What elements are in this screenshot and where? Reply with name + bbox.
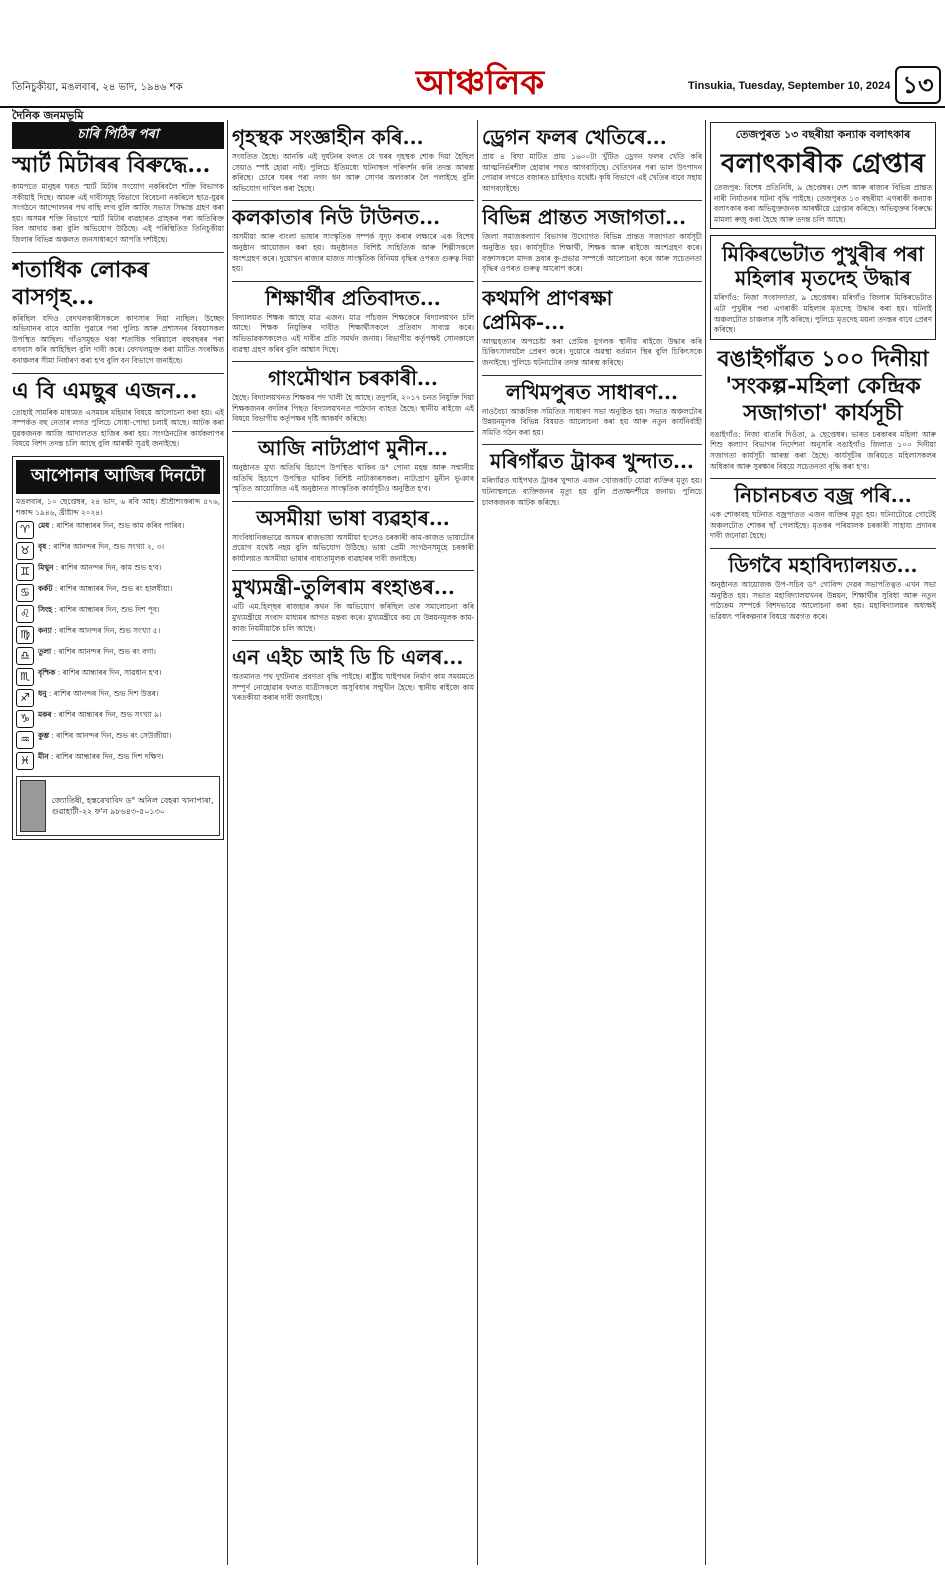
article-awareness xyxy=(482,205,702,274)
divider xyxy=(232,200,474,201)
date-english: Tinsukia, Tuesday, September 10, 2024 xyxy=(688,80,891,92)
horoscope-row xyxy=(16,689,220,707)
divider xyxy=(232,281,474,282)
divider xyxy=(482,375,702,376)
article-lightning xyxy=(710,483,936,542)
headline: নিচানচৰত বজ্ৰ পৰি... xyxy=(734,483,912,508)
article-gangmouthan xyxy=(232,366,474,425)
headline: শিক্ষাৰ্থীৰ প্ৰতিবাদত... xyxy=(265,285,441,310)
article-body: অনুষ্ঠানত মুখ্য অতিথি হিচাপে উপস্থিত থাকিব ড° পোনা মহন্ত আৰু সন্মানীয় অতিথি হিচাপে উপস্থিত থাকিব বিশিষ্ট নাট্যকাৰসকল। নাট্যপ্ৰাণ মুনীন ভূঞাৰ স্মৃতিত আয়োজিত এই অনুষ্ঠানত সাংস্কৃতিক কাৰ্যসূচীও অনুষ্ঠিত হ'ব। xyxy=(232,462,474,494)
sign-prediction: ৰাশিৰ আন্ধাৰৰ দিন, শুভ সংখ্যা ৯। xyxy=(58,710,162,720)
divider xyxy=(232,640,474,641)
article-body: অসমীয়া আৰু বাংলা ভাষাৰ সাংস্কৃতিক সম্পৰ্ক সুদৃঢ় কৰাৰ লক্ষ্যৰে এক বিশেষ অনুষ্ঠান আয়োজন কৰা হয়। অনুষ্ঠানত বিশিষ্ট সাহিত্যিক আৰু শিল্পীসকলে অংশগ্ৰহণ কৰে। দুয়োখন ৰাজ্যৰ মাজত সাংস্কৃতিক বিনিময় বৃদ্ধিৰ ওপৰত গুৰুত্ব দিয়া হয়। xyxy=(232,232,474,274)
sign-prediction: ৰাশিৰ আন্ধাৰৰ দিন, শুভ দিশ পূব। xyxy=(59,605,160,615)
sign-name: মীন xyxy=(38,752,49,762)
headline: গৃহস্থক সংজ্ঞাহীন কৰি... xyxy=(232,125,424,149)
headline: বিভিন্ন প্ৰান্তত সজাগতা... xyxy=(482,205,687,230)
article-abmsu xyxy=(12,378,224,450)
column-1 xyxy=(12,122,224,1562)
article-natyapran xyxy=(232,436,474,495)
sign-prediction: ৰাশিৰ আন্ধাৰৰ দিন, শুভ কাম কৰিব পাৰিব। xyxy=(56,521,185,531)
article-body: আত্মহত্যাৰ অপচেষ্টা কৰা প্ৰেমিক যুগলক স্থানীয় ৰাইজে উদ্ধাৰ কৰি চিকিৎসালয়লৈ প্ৰেৰণ কৰে। দুয়োৰে অৱস্থা বৰ্তমান স্থিৰ বুলি চিকিৎসকে জনাইছে। পুলিচে ঘটনাটোৰ তদন্ত আৰম্ভ কৰিছে। xyxy=(482,336,702,367)
horoscope-text: মেষ : ৰাশিৰ আন্ধাৰৰ দিন, শুভ কাম কৰিব পাৰিব। xyxy=(38,521,185,531)
horoscope-box xyxy=(12,456,224,840)
article-cm-tuliram xyxy=(232,575,474,634)
headline: মিকিৰভেটাত পুখুৰীৰ পৰা মহিলাৰ মৃতদেহ উদ্ধাৰ xyxy=(722,242,924,291)
astrologer-box xyxy=(16,776,220,836)
horoscope-text: মিথুন : ৰাশিৰ আনন্দৰ দিন, কাম শুভ হ'ব। xyxy=(38,563,162,573)
horoscope-row xyxy=(16,710,220,728)
article-digboi-college xyxy=(710,553,936,622)
sign-name: মকৰ xyxy=(38,710,52,720)
divider xyxy=(232,431,474,432)
divider xyxy=(482,200,702,201)
horoscope-row xyxy=(16,605,220,623)
article-rape-arrest xyxy=(710,122,936,229)
horoscope-text: তুলা : ৰাশিৰ আনন্দৰ দিন, শুভ ৰং বগা। xyxy=(38,647,156,657)
headline: লখিমপুৰত সাধাৰণ... xyxy=(506,379,678,404)
horoscope-row xyxy=(16,752,220,770)
zodiac-icon: ♌ xyxy=(16,605,34,623)
article-burglary xyxy=(232,125,474,194)
sign-prediction: ৰাশিৰ আনন্দৰ দিন, কাম শুভ হ'ব। xyxy=(60,563,162,573)
sign-name: বৃষ xyxy=(38,542,47,552)
divider xyxy=(12,373,224,374)
divider xyxy=(12,252,224,253)
sign-name: তুলা xyxy=(38,647,52,657)
horoscope-text: সিংহ : ৰাশিৰ আন্ধাৰৰ দিন, শুভ দিশ পূব। xyxy=(38,605,160,615)
article-houses xyxy=(12,257,224,367)
sign-name: মেষ xyxy=(38,521,50,531)
section-brand: আঞ্চলিক xyxy=(415,63,545,103)
horoscope-text: মকৰ : ৰাশিৰ আন্ধাৰৰ দিন, শুভ সংখ্যা ৯। xyxy=(38,710,162,720)
article-assamese-language xyxy=(232,506,474,565)
sign-prediction: ৰাশিৰ আনন্দৰ দিন, শুভ ৰং বগা। xyxy=(58,647,156,657)
zodiac-icon: ♐ xyxy=(16,689,34,707)
horoscope-row xyxy=(16,584,220,602)
horoscope-text: ধনু : ৰাশিৰ আনন্দৰ দিন, শুভ দিশ উত্তৰ। xyxy=(38,689,159,699)
headline: ড্ৰেগন ফলৰ খেতিৰে... xyxy=(482,125,667,149)
article-body: জিলা সমাজকল্যাণ বিভাগৰ উদ্যোগত বিভিন্ন প্ৰান্তত সজাগতা কাৰ্যসূচী অনুষ্ঠিত হয়। কাৰ্যসূচীত শিক্ষাৰ্থী, শিক্ষক আৰু ৰাইজে অংশগ্ৰহণ কৰে। বক্তাসকলে মাদক দ্ৰব্যৰ কু-প্ৰভাৱ সম্পৰ্কে আলোচনা কৰে আৰু সচেতনতা বৃদ্ধিৰ ওপৰত গুৰুত্ব আৰোপ কৰে। xyxy=(482,232,702,274)
sign-prediction: ৰাশিৰ আনন্দৰ দিন, শুভ দিশ উত্তৰ। xyxy=(53,689,159,699)
paper-name: দৈনিক জনমভূমি xyxy=(12,109,84,122)
zodiac-icon: ♓ xyxy=(16,752,34,770)
column-4 xyxy=(710,122,936,1562)
divider xyxy=(232,361,474,362)
article-bongaigaon xyxy=(710,346,936,472)
column-3 xyxy=(482,122,702,1562)
divider xyxy=(710,478,936,479)
zodiac-icon: ♍ xyxy=(16,626,34,644)
horoscope-row xyxy=(16,626,220,644)
column-2 xyxy=(232,122,474,1562)
article-body: কামপতে মানুহৰ ঘৰত স্মাৰ্ট মিটাৰ সংযোগ নকৰিবলৈ শক্তি বিভাগক সকীয়াই দিছে। আমৰু এই দাবীসমূহ বিভাগে বিবেচনা নকৰিলে ছাত্ৰ-যুৱৰ সংগঠনে আন্দোলনৰ পথ বাছি ল'ব বুলি আজি সভাত সিদ্ধান্ত গ্ৰহণ কৰা হয়। অসমৰ শক্তি বিভাগে স্মাৰ্ট মিটাৰ ব্যৱহাৰত গ্ৰাহকৰ পৰা অতিৰিক্ত বিল আদায় কৰা বুলি অভিযোগ উঠিছে। এই পৰিস্থিতিত তিনিচুকীয়া জিলাৰ বিভিন্ন অঞ্চলত জনসাধাৰণে আপত্তি দৰ্শাইছে। xyxy=(12,182,224,244)
headline: শতাধিক লোকৰ বাসগৃহ... xyxy=(12,256,150,310)
article-nhidcl xyxy=(232,645,474,704)
article-body: সাংবিধানিকভাৱে অসমৰ ৰাজভাষা অসমীয়া হ'লেও চৰকাৰী কাম-কাজত ভাষাটোৰ প্ৰয়োগ যথেষ্ট নহয় বুলি অভিযোগ উঠিছে। ভাষা প্ৰেমী সংগঠনসমূহে চৰকাৰী কাৰ্যালয়ত অসমীয়া ভাষাৰ বাধ্যতামূলক ব্যৱহাৰৰ দাবী জনাইছে। xyxy=(232,532,474,563)
horoscope-text: কুম্ভ : ৰাশিৰ আনন্দৰ দিন, শুভ ৰং সেউজীয়া। xyxy=(38,731,172,741)
horoscope-row xyxy=(16,563,220,581)
column-divider xyxy=(477,120,478,1565)
article-body: সংযতিত হৈছে। আনকি এই দুৰ্ঘটনৰ ফলত যে ঘৰৰ গৃহস্থক শোক দিয়া হৈছিল সেয়াও স্পষ্ট হোৱা নাই। পুলিচে ইতিমধ্যে ঘটনাস্থল পৰিদৰ্শন কৰি তদন্ত আৰম্ভ কৰিছে। চোৰে ঘৰৰ পৰা নগদ ধন আৰু সোণৰ অলংকাৰ লৈ পলাইছে বুলি অভিযোগ দাখিল কৰা হৈছে। xyxy=(232,152,474,193)
zodiac-icon: ♊ xyxy=(16,563,34,581)
article-body: এক শোকাবহ ঘটনাত বজ্ৰপাতত এজন ব্যক্তিৰ মৃত্যু হয়। ঘটনাটোৱে গোটেই অঞ্চলটোত শোকৰ ছাঁ পেলাইছে। মৃতকৰ পৰিয়ালক চৰকাৰী সাহায্য প্ৰদানৰ দাবী জনোৱা হৈছে। xyxy=(710,510,936,541)
article-lovers xyxy=(482,286,702,369)
sign-name: কৰ্কট xyxy=(38,584,53,594)
column-divider xyxy=(227,120,228,1565)
zodiac-icon: ♑ xyxy=(16,710,34,728)
date-bengali: তিনিচুকীয়া, মঙলবাৰ, ২৪ ভাদ, ১৯৪৬ শক xyxy=(12,82,183,93)
article-body: মৰিগাঁৱত ঘাইপথত ট্ৰাকৰ খুন্দাত এজন খোজকাঢ়ি যোৱা ব্যক্তিৰ মৃত্যু হয়। ঘটনাস্থলতে ব্যক্তিজনৰ মৃত্যু হয় বুলি প্ৰত্যক্ষদৰ্শীয়ে জনায়। পুলিচে চালকজনক আটক কৰিছে। xyxy=(482,476,702,507)
headline: বলাৎকাৰীক গ্ৰেপ্তাৰ xyxy=(721,149,925,179)
article-body: কৰিছিল যদিও বেদখলকাৰীসকলে কাণসাৰ দিয়া নাছিল। উচ্ছেদ অভিযানৰ বাবে আজি পুৱাৰে পৰা পুলিচ আৰু প্ৰশাসনৰ বিষয়াসকল উপস্থিত আছিল। গাঁওসমূহত থকা শতাধিক পৰিয়ালে বহুবছৰৰ পৰা বসবাস কৰি আহিছিল বুলি দাবী কৰে। বেদখলমুক্ত কৰা মাটিত সংৰক্ষিত বনাঞ্চলৰ সীমা নিৰ্ধাৰণ কৰা হ'ব বুলি বন বিভাগে জনাইছে। xyxy=(12,313,224,365)
article-kicker: তেজপুৰত ১৩ বছৰীয়া কন্যাক বলাৎকাৰ xyxy=(735,128,911,141)
article-body: বিদ্যালয়ত শিক্ষক আছে মাত্ৰ এজন। মাত্ৰ পাঁচজন শিক্ষকেৰে বিদ্যালয়খন চলি আছে। শিক্ষক নিযুক্তিৰ দাবীত শিক্ষাৰ্থীসকলে প্ৰতিবাদ সাব্যস্ত কৰে। অভিভাৱকসকলেও এই দাবীৰ প্ৰতি সমৰ্থন জনায়। বিভাগীয় কৰ্তৃপক্ষই সোনকালে ব্যৱস্থা গ্ৰহণ কৰিব বুলি আশ্বাস দিছে। xyxy=(232,312,474,354)
divider xyxy=(232,501,474,502)
divider xyxy=(710,548,936,549)
article-body: তেজপুৰ: বিশেষ প্ৰতিনিধি, ৯ ছেপ্তেম্বৰ। দেশ আৰু ৰাজ্যৰ বিভিন্ন প্ৰান্তত নাৰী নিৰ্যাতনৰ ঘটনা বৃদ্ধি পাইছে। তেজপুৰত ১৩ বছৰীয়া এগৰাকী কন্যাক বলাৎকাৰ কৰা অভিযুক্তজনক আৰক্ষীয়ে গ্ৰেপ্তাৰ কৰিছে। অভিযুক্তৰ বিৰুদ্ধে মামলা ৰুজু কৰা হৈছে আৰু তদন্ত চলি আছে। xyxy=(714,183,932,224)
horoscope-text: মীন : ৰাশিৰ আন্ধাৰৰ দিন, শুভ দিশ দক্ষিণ। xyxy=(38,752,164,762)
horoscope-text: কন্যা : ৰাশিৰ আনন্দৰ দিন, শুভ সংখ্যা ৫। xyxy=(38,626,161,636)
sign-prediction: ৰাশিৰ আনন্দৰ দিন, শুভ সংখ্যা ৫। xyxy=(59,626,161,636)
headline: গাংমৌথান চৰকাৰী... xyxy=(268,366,438,391)
headline: মুখ্যমন্ত্ৰী-তুলিৰাম ৰংহাঙৰ... xyxy=(232,575,455,600)
sign-prediction: ৰাশিৰ আন্ধাৰৰ দিন, সাৱধান হ'ব। xyxy=(62,668,162,678)
horoscope-signs xyxy=(16,521,220,770)
sign-name: ধনু xyxy=(38,689,47,699)
zodiac-icon: ♒ xyxy=(16,731,34,749)
article-body: বঙাইগাঁও: নিজা বাতৰি দিওঁতা, ৯ ছেপ্তেম্বৰ। ভাৰত চৰকাৰৰ মহিলা আৰু শিশু কল্যাণ বিভাগৰ নিৰ্দেশনা অনুসৰি বঙাইগাঁও জিলাত ১০০ দিনীয়া সজাগতা কাৰ্যসূচী আৰম্ভ কৰা হৈছে। কাৰ্যসূচীৰ জৰিয়তে মহিলাসকলৰ অধিকাৰ আৰু সুৰক্ষাৰ বিষয়ে সচেতনতা বৃদ্ধি কৰা হ'ব। xyxy=(710,429,936,471)
page-number: ১৩ xyxy=(895,66,941,104)
article-body: অনুষ্ঠানত আয়োজক উপ-সচিব ড° গোবিন্দ দেৱৰ সভাপতিত্বত এখন সভা অনুষ্ঠিত হয়। সভাত মহাবিদ্যালয়খনৰ উন্নয়ন, শিক্ষাৰ্থীৰ সুবিধা আৰু নতুন পাঠ্যক্ৰম সম্পৰ্কে বিশদভাৱে আলোচনা কৰা হয়। মহাবিদ্যালয়ৰ অধ্যক্ষই ভৱিষ্যৎ পৰিকল্পনাৰ বিষয়ে অৱগত কৰে। xyxy=(710,579,936,621)
kicker-continued: চাৰি পিঠিৰ পৰা xyxy=(12,122,224,149)
zodiac-icon: ♉ xyxy=(16,542,34,560)
article-truck xyxy=(482,449,702,508)
horoscope-intro: মঙলবাৰ, ১০ ছেপ্তেম্বৰ, ২৪ ভাদ, ৬ ৰবি আহ। শ্ৰীশ্ৰীশংকৰাব্দ ৫৭৬, শকাব্দ ১৯৪৬, খ্ৰীষ্টাব্দ ২০২৪। xyxy=(16,496,220,517)
headline: কথমপি প্ৰাণৰক্ষা প্ৰেমিক-... xyxy=(482,285,613,334)
sign-prediction: ৰাশিৰ আন্ধাৰৰ দিন, শুভ দিশ দক্ষিণ। xyxy=(55,752,164,762)
article-body: তোহাই সামৰিক মাধ্যমত এসময়ৰ মহিমাৰ বিষয়ে আলোচনা কৰা হয়। এই সম্পৰ্কত বহু নেতাৰ লগত পুলিচে সোধা-পোছা চলাই আছে। আটক কৰা যুৱকজনক আজি আদালতত হাজিৰ কৰা হয়। সংগঠনটোৰ কাৰ্যকলাপৰ বিষয়ে বিশদ তদন্ত চলি আছে বুলি আৰক্ষী সূত্ৰই জনাইছে। xyxy=(12,407,224,449)
horoscope-title: আপোনাৰ আজিৰ দিনটো xyxy=(16,460,220,494)
article-body: নাওবৈচা আঞ্চলিক সমিতিত সাধাৰণ সভা অনুষ্ঠিত হয়। সভাত অঞ্চলটোৰ উন্নয়নমূলক বিভিন্ন বিষয়ত আলোচনা কৰা হয় আৰু নতুন কাৰ্যনিৰ্বাহী সমিতি গঠন কৰা হয়। xyxy=(482,406,702,437)
sign-name: বৃশ্চিক xyxy=(38,668,56,678)
headline: বঙাইগাঁৱত ১০০ দিনীয়া 'সংকল্প-মহিলা কেন্দ্ৰিক সজাগতা' কাৰ্যসূচী xyxy=(717,345,929,426)
article-body: অতমানত পথ দুৰ্ঘটনাৰ প্ৰবণতা বৃদ্ধি পাইছে। ৰাষ্ট্ৰীয় ঘাইপথৰ নিৰ্মাণ কাম সময়মতে সম্পূৰ্ণ নোহোৱাৰ ফলত যাত্ৰীসকলে অসুবিধাৰ সন্মুখীন হৈছে। স্থানীয় ৰাইজে কাম খৰতকীয়া কৰাৰ দাবী জনাইছে। xyxy=(232,672,474,703)
article-lakhimpur xyxy=(482,380,702,439)
headline: এ বি এমছুৰ এজন... xyxy=(12,377,198,404)
horoscope-text: বৃষ : ৰাশিৰ আনন্দৰ দিন, শুভ সংখ্যা ২, ৩। xyxy=(38,542,165,552)
masthead xyxy=(0,62,945,108)
divider xyxy=(232,570,474,571)
article-body: হৈছে। বিদ্যালয়খনত শিক্ষকৰ পদ খালী হৈ আছে। তদুপৰি, ২০১৭ চনত নিযুক্তি দিয়া শিক্ষকজনৰ বদলিৰ পিছত বিদ্যালয়খনত পাঠদান ব্যাহত হৈছে। স্থানীয় ৰাইজে এই বিষয়ে বিভাগীয় কৰ্তৃপক্ষৰ দৃষ্টি আকৰ্ষণ কৰিছে। xyxy=(232,393,474,424)
article-body: মৰিগাঁও: নিজা সংবাদদাতা, ৯ ছেপ্তেম্বৰ। মৰিগাঁও জিলাৰ মিকিৰভেটাত এটা পুখুৰীৰ পৰা এগৰাকী মহিলাৰ মৃতদেহ উদ্ধাৰ কৰা হয়। ঘটনাই অঞ্চলটোত চাঞ্চল্যৰ সৃষ্টি কৰিছে। পুলিচে মৃতদেহ ময়না তদন্তৰ বাবে প্ৰেৰণ কৰিছে। xyxy=(714,293,932,335)
article-students-protest xyxy=(232,286,474,355)
article-smart-meter xyxy=(12,152,224,246)
divider xyxy=(482,281,702,282)
sign-prediction: ৰাশিৰ আনন্দৰ দিন, শুভ ৰং সেউজীয়া। xyxy=(56,731,172,741)
article-body: এটি এম.হিল্ছৰ ৰাজহাৰ কথন কি অভিযোগ কৰিছিল তাৰ সমালোচনা কৰি মুখ্যমন্ত্ৰীয়ে সংবাদ মাধ্যমৰ আগত মন্তব্য কৰে। মুখ্যমন্ত্ৰীয়ে কয় যে উন্নয়নমূলক কাম-কাজ নিয়মীয়াকৈ চলি আছে। xyxy=(232,602,474,633)
headline: কলকাতাৰ নিউ টাউনত... xyxy=(232,205,441,230)
sign-prediction: ৰাশিৰ আন্ধাৰৰ দিন, শুভ ৰং হালধীয়া। xyxy=(59,584,173,594)
headline: স্মাৰ্ট মিটাৰৰ বিৰুদ্ধে... xyxy=(12,152,211,178)
zodiac-icon: ♎ xyxy=(16,647,34,665)
column-divider xyxy=(705,120,706,1565)
article-dragon-fruit xyxy=(482,125,702,194)
horoscope-text: কৰ্কট : ৰাশিৰ আন্ধাৰৰ দিন, শুভ ৰং হালধীয়া। xyxy=(38,584,173,594)
zodiac-icon: ♋ xyxy=(16,584,34,602)
zodiac-icon: ♈ xyxy=(16,521,34,539)
horoscope-row xyxy=(16,731,220,749)
sign-prediction: ৰাশিৰ আনন্দৰ দিন, শুভ সংখ্যা ২, ৩। xyxy=(53,542,165,552)
headline: ডিগবৈ মহাবিদ্যালয়ত... xyxy=(728,552,918,577)
horoscope-row xyxy=(16,521,220,539)
sign-name: কন্যা xyxy=(38,626,52,636)
sign-name: সিংহ xyxy=(38,605,53,615)
horoscope-text: বৃশ্চিক : ৰাশিৰ আন্ধাৰৰ দিন, সাৱধান হ'ব। xyxy=(38,668,162,678)
zodiac-icon: ♏ xyxy=(16,668,34,686)
horoscope-row xyxy=(16,668,220,686)
astrologer-info: জ্যোতিষী, হস্তৰেখাবিদ ড° অনিল বেহৰা খানাপাৰা, গুৱাহাটী-২২ ফ'ন ৯৮৬৪৩-৫০১৩০ xyxy=(51,796,214,817)
article-body: প্ৰায় ৪ বিঘা মাটিত প্ৰায় ১৬০০টা খুঁটিত ড্ৰেগন ফলৰ খেতি কৰি আত্মনিৰ্ভৰশীল হোৱাৰ পথত আগবাঢ়িছে। খেতিখনৰ পৰা ভাল উৎপাদন পোৱাৰ লগতে বজাৰত চাহিদাও যথেষ্ট। কৃষি বিভাগে এই খেতিৰ বাবে সহায় আগবঢ়াইছে। xyxy=(482,152,702,193)
headline: মৰিগাঁৱত ট্ৰাকৰ খুন্দাত... xyxy=(490,449,694,474)
horoscope-row xyxy=(16,542,220,560)
divider xyxy=(482,444,702,445)
headline: আজি নাট্যপ্ৰাণ মুনীন... xyxy=(258,435,448,460)
headline: অসমীয়া ভাষা ব্যৱহাৰ... xyxy=(256,505,450,530)
article-body-recovered xyxy=(710,235,936,339)
astrologer-photo xyxy=(20,780,46,832)
horoscope-row xyxy=(16,647,220,665)
sign-name: কুম্ভ xyxy=(38,731,50,741)
sign-name: মিথুন xyxy=(38,563,54,573)
article-kolkata xyxy=(232,205,474,274)
headline: এন এইচ আই ডি চি এলৰ... xyxy=(232,645,464,670)
